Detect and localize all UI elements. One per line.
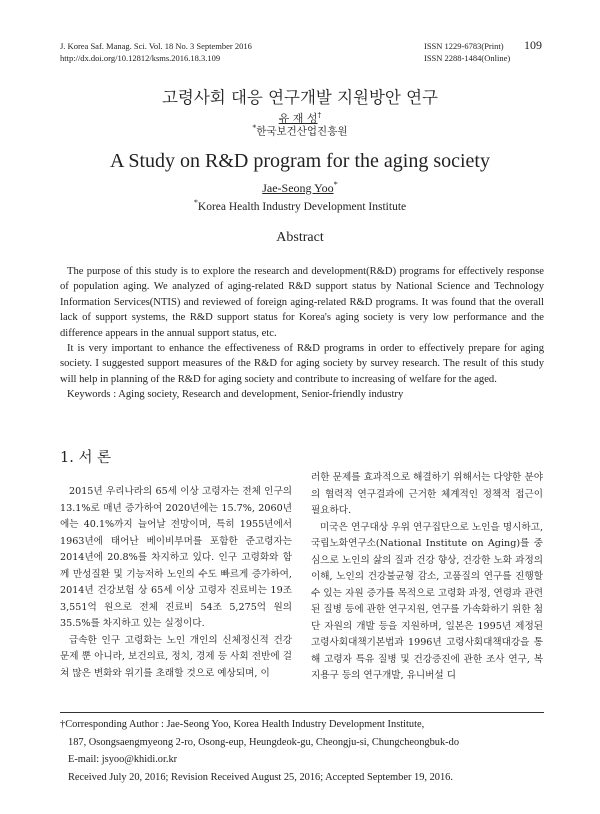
keywords: Keywords : Aging society, Research and development, Senior-friendly industry xyxy=(67,389,404,401)
body-paragraph: 2015년 우리나라의 65세 이상 고령자는 전체 인구의 13.1%로 매년 증가하여 2020년에는 15.7%, 2060년에는 40.1%까지 늘어날 전망이며, 특히 1955년에서 1963년에 태어난 베이비부머를 포함한 준고령자는 2014년에 20.8%를 차지하고 있다. 인구 고령화와 함께 만성질환 및 기능저하 노인의 수도 빠르게 증가하여, 2014년 건강보험 상 65세 이상 고령자 진료비는 19조 3,551억 원으로 전체 진료비 54조 5,275억 원의 35.5%를 차지하고 있는 실정이다. xyxy=(60,486,292,629)
korean-affiliation-mark: * xyxy=(252,123,257,132)
journal-header-left xyxy=(60,40,252,64)
abstract-heading: Abstract xyxy=(276,230,324,245)
korean-author-name: 유 재 성 xyxy=(278,112,318,125)
abstract-paragraph: The purpose of this study is to explore the research and development(R&D) programs for effectively response of population aging. We analyzed of aging-related R&D support status by National Science and Technology Information Services(NTIS) and reviewed of foreign aging-related R&D programs. It was found that the overall lack of support systems, the R&D support status for Korea's aging society is very low performance and the difference appears in the annual support status, etc. xyxy=(60,266,544,339)
section-heading: 1. 서 론 xyxy=(60,450,112,466)
journal-header-right xyxy=(424,40,510,64)
korean-title: 고령사회 대응 연구개발 지원방안 연구 xyxy=(161,88,438,107)
body-paragraph: 미국은 연구대상 우위 연구집단으로 노인을 명시하고, 국립노화연구소(National Institute on Aging)를 중심으로 노인의 삶의 질과 건강 향상, 건강한 노화 과정의 이해, 노인의 건강불균형 감소, 고품질의 연구를 진행할 수 있는 자원 증가를 목적으로 고령화 과정, 연령과 관련된 질병 등에 관한 연구지원, 연구를 가속화하기 위한 첨단 자원의 개발 등을 지원하며, 일본은 1995년 제정된 고령사회대책기본법과 1996년 고령사회대책대강을 통해 고령자 특유 질병 및 건강증진에 관한 조사 연구, 복지용구 등의 연구개발, 유니버설 디 xyxy=(311,521,543,681)
korean-affiliation xyxy=(0,123,600,139)
abstract-body xyxy=(60,264,544,403)
doi-link[interactable]: http://dx.doi.org/10.12812/ksms.2016.18.3.109 xyxy=(60,53,221,63)
korean-affiliation-name: 한국보건산업진흥원 xyxy=(256,125,348,138)
issn-online: ISSN 2288-1484(Online) xyxy=(424,53,511,63)
korean-author-mark: † xyxy=(317,110,322,120)
page-number: 109 xyxy=(524,38,542,52)
english-affiliation-name: Korea Health Industry Development Institute xyxy=(197,200,407,213)
issn-print: ISSN 1229-6783(Print) xyxy=(424,41,504,51)
english-author-name: Jae-Seong Yoo xyxy=(262,181,334,195)
english-affiliation-mark: * xyxy=(193,198,198,207)
body-paragraph: 러한 문제를 효과적으로 해결하기 위해서는 다양한 분야의 협력적 연구결과에 근거한 체계적인 정책적 접근이 필요하다. xyxy=(311,472,543,516)
journal-citation: J. Korea Saf. Manag. Sci. Vol. 18 No. 3 September 2016 xyxy=(60,41,252,51)
corresponding-author: †Corresponding Author : Jae-Seong Yoo, Korea Health Industry Development Institute, xyxy=(60,719,425,730)
english-title: A Study on R&D program for the aging society xyxy=(110,150,490,172)
english-author-mark: * xyxy=(333,180,338,189)
abstract-paragraph: It is very important to enhance the effectiveness of R&D programs in order to effectively prepare for aging society. I suggested support measures of the R&D for aging society by survey research. The result of this study will help in planning of the R&D for aging society and contribute to increasing of welfare for the aged. xyxy=(60,343,544,385)
author-address: 187, Osongsaengmyeong 2-ro, Osong-eup, Heungdeok-gu, Cheongju-si, Chungcheongbuk-do xyxy=(68,736,460,748)
english-affiliation xyxy=(0,198,600,213)
body-paragraph: 급속한 인구 고령화는 노인 개인의 신체정신적 건강 문제 뿐 아니라, 보건의료, 정치, 경제 등 사회 전반에 걸쳐 많은 변화와 위기를 초래할 것으로 예상되며, 이 xyxy=(60,634,292,679)
author-email[interactable]: E-mail: jsyoo@khidi.or.kr xyxy=(68,754,178,765)
body-column-left xyxy=(60,484,292,682)
received-dates: Received July 20, 2016; Revision Received August 25, 2016; Accepted September 19, 2016. xyxy=(68,771,453,783)
footnote xyxy=(60,716,550,786)
footnote-divider xyxy=(60,712,544,713)
body-column-right xyxy=(311,470,543,685)
english-author xyxy=(0,180,600,196)
